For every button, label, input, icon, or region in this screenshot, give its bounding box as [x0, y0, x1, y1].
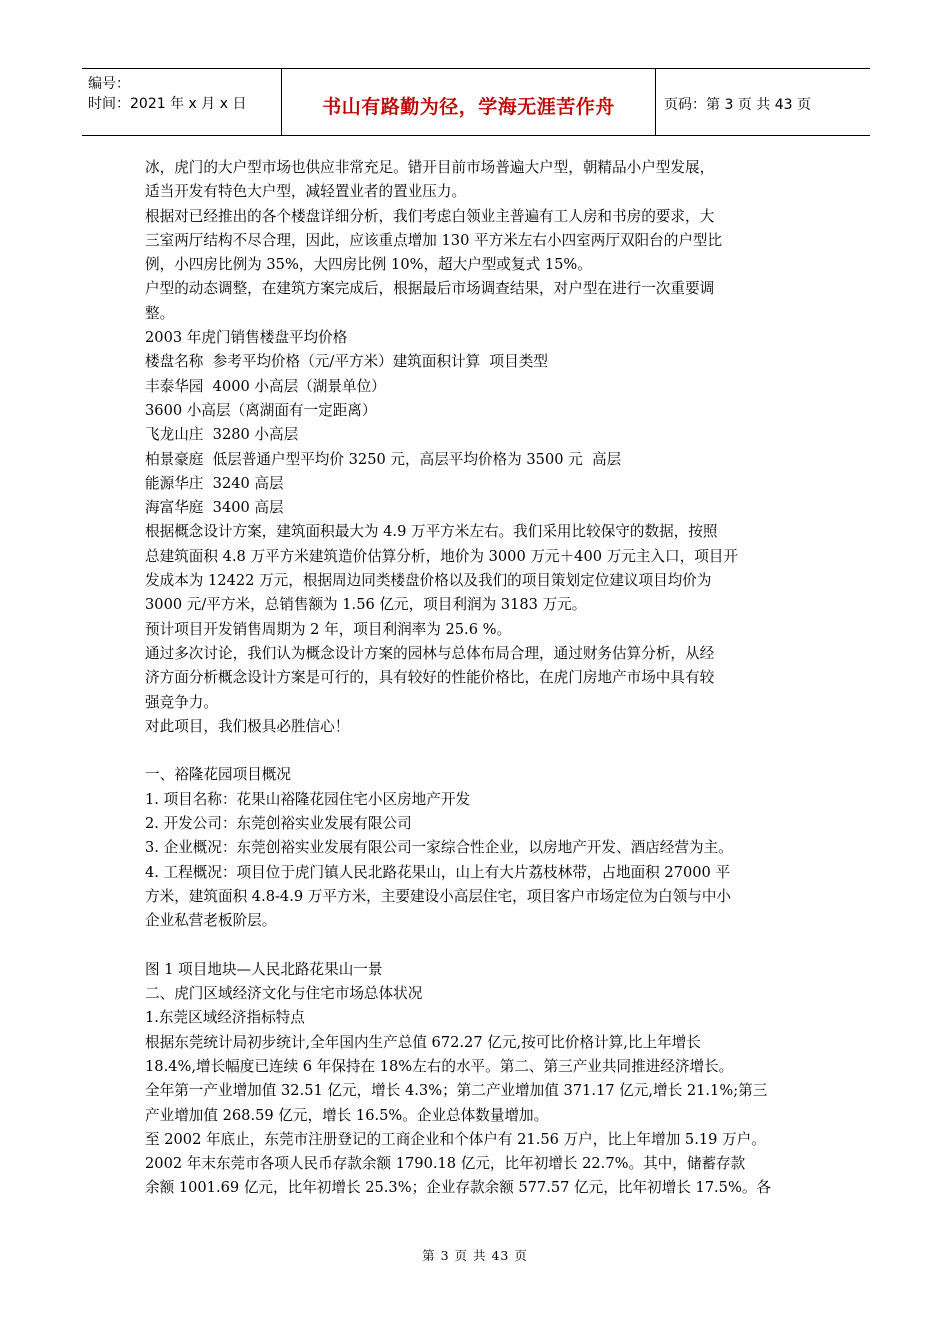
body-line: 3000 元/平方米，总销售额为 1.56 亿元，项目利润为 3183 万元。	[145, 596, 587, 614]
body-line: 飞龙山庄 3280 小高层	[145, 426, 299, 444]
footer-page-number: 第 3 页 共 43 页	[422, 1248, 528, 1263]
document-body	[145, 156, 807, 1201]
body-line: 3600 小高层（离湖面有一定距离）	[145, 401, 377, 419]
body-line: 2. 开发公司：东莞创裕实业发展有限公司	[145, 815, 412, 833]
body-line: 3. 企业概况：东莞创裕实业发展有限公司一家综合性企业，以房地产开发、酒店经营为主。	[145, 839, 733, 857]
body-line: 三室两厅结构不尽合理，因此，应该重点增加 130 平方米左右小四室两厅双阳台的户型比	[145, 231, 723, 249]
body-line: 1. 项目名称：花果山裕隆花园住宅小区房地产开发	[145, 790, 471, 808]
body-line: 1.东莞区域经济指标特点	[145, 1009, 305, 1027]
body-line: 一、裕隆花园项目概况	[145, 766, 291, 784]
body-line: 柏景豪庭 低层普通户型平均价 3250 元，高层平均价格为 3500 元 高层	[145, 450, 622, 468]
body-line: 强竞争力。	[145, 693, 218, 711]
header-motto: 书山有路勤为径，学海无涯苦作舟	[322, 95, 615, 118]
body-line: 根据概念设计方案，建筑面积最大为 4.9 万平方米左右。我们采用比较保守的数据，按照	[145, 523, 718, 541]
blank-line	[145, 934, 807, 958]
header-page-cell	[656, 69, 870, 135]
body-line: 例，小四房比例为 35%，大四房比例 10%，超大户型或复式 15%。	[145, 256, 592, 274]
document-code-label: 编号：	[88, 76, 130, 92]
body-line: 根据对已经推出的各个楼盘详细分析，我们考虑白领业主普遍有工人房和书房的要求，大	[145, 207, 715, 225]
header-page-number: 页码：第 3 页 共 43 页	[664, 97, 811, 113]
page-footer	[0, 1246, 950, 1264]
header-motto-cell	[282, 69, 656, 135]
body-line: 二、虎门区域经济文化与住宅市场总体状况	[145, 985, 423, 1003]
body-line: 余额 1001.69 亿元，比年初增长 25.3%；企业存款余额 577.57 亿元，比年初增长 17.5%。各	[145, 1179, 772, 1197]
body-line: 图 1 项目地块—人民北路花果山一景	[145, 960, 383, 978]
body-line: 整。	[145, 304, 175, 322]
body-line: 全年第一产业增加值 32.51 亿元，增长 4.3%；第二产业增加值 371.17 亿元,增长 21.1%;第三	[145, 1082, 768, 1100]
body-line: 对此项目，我们极具必胜信心！	[145, 717, 350, 735]
body-line: 至 2002 年底止，东莞市注册登记的工商企业和个体户有 21.56 万户，比上年增加 5.19 万户。	[145, 1130, 766, 1148]
body-line: 户型的动态调整，在建筑方案完成后，根据最后市场调查结果，对户型在进行一次重要调	[145, 280, 715, 298]
body-line: 企业私营老板阶层。	[145, 912, 277, 930]
body-line: 方米，建筑面积 4.8-4.9 万平方米，主要建设小高层住宅，项目客户市场定位为白领与中小	[145, 887, 732, 905]
body-line: 根据东莞统计局初步统计,全年国内生产总值 672.27 亿元,按可比价格计算,比上年增长	[145, 1033, 701, 1051]
blank-line	[145, 739, 807, 763]
body-line: 通过多次讨论，我们认为概念设计方案的园林与总体布局合理，通过财务估算分析，从经	[145, 644, 715, 662]
body-line: 济方面分析概念设计方案是可行的，具有较好的性能价格比，在虎门房地产市场中具有较	[145, 669, 715, 687]
body-line: 冰，虎门的大户型市场也供应非常充足。错开目前市场普遍大户型，朝精品小户型发展，	[145, 159, 715, 176]
body-line: 产业增加值 268.59 亿元，增长 16.5%。企业总体数量增加。	[145, 1106, 549, 1124]
body-line: 适当开发有特色大户型，减轻置业者的置业压力。	[145, 183, 467, 201]
body-line: 2002 年末东莞市各项人民币存款余额 1790.18 亿元，比年初增长 22.7%。其中，储蓄存款	[145, 1155, 746, 1173]
header-left-cell	[82, 69, 282, 135]
body-line: 楼盘名称 参考平均价格（元/平方米）建筑面积计算 项目类型	[145, 353, 548, 371]
body-line: 发成本为 12422 万元，根据周边同类楼盘价格以及我们的项目策划定位建议项目均价为	[145, 572, 712, 590]
body-line: 4. 工程概况：项目位于虎门镇人民北路花果山，山上有大片荔枝林带，占地面积 27000 平	[145, 863, 731, 881]
body-line: 海富华庭 3400 高层	[145, 499, 284, 517]
body-line: 2003 年虎门销售楼盘平均价格	[145, 329, 348, 347]
body-line: 预计项目开发销售周期为 2 年，项目利润率为 25.6 %。	[145, 620, 512, 638]
body-line: 丰泰华园 4000 小高层（湖景单位）	[145, 377, 386, 395]
body-line: 总建筑面积 4.8 万平方米建筑造价估算分析，地价为 3000 万元＋400 万元主入口，项目开	[145, 547, 738, 565]
body-line: 能源华庄 3240 高层	[145, 474, 284, 492]
document-time-label: 时间：2021 年 x 月 x 日	[88, 96, 247, 112]
body-line: 18.4%,增长幅度已连续 6 年保持在 18%左右的水平。第二、第三产业共同推进经济增长。	[145, 1057, 734, 1075]
page-header	[82, 68, 870, 136]
